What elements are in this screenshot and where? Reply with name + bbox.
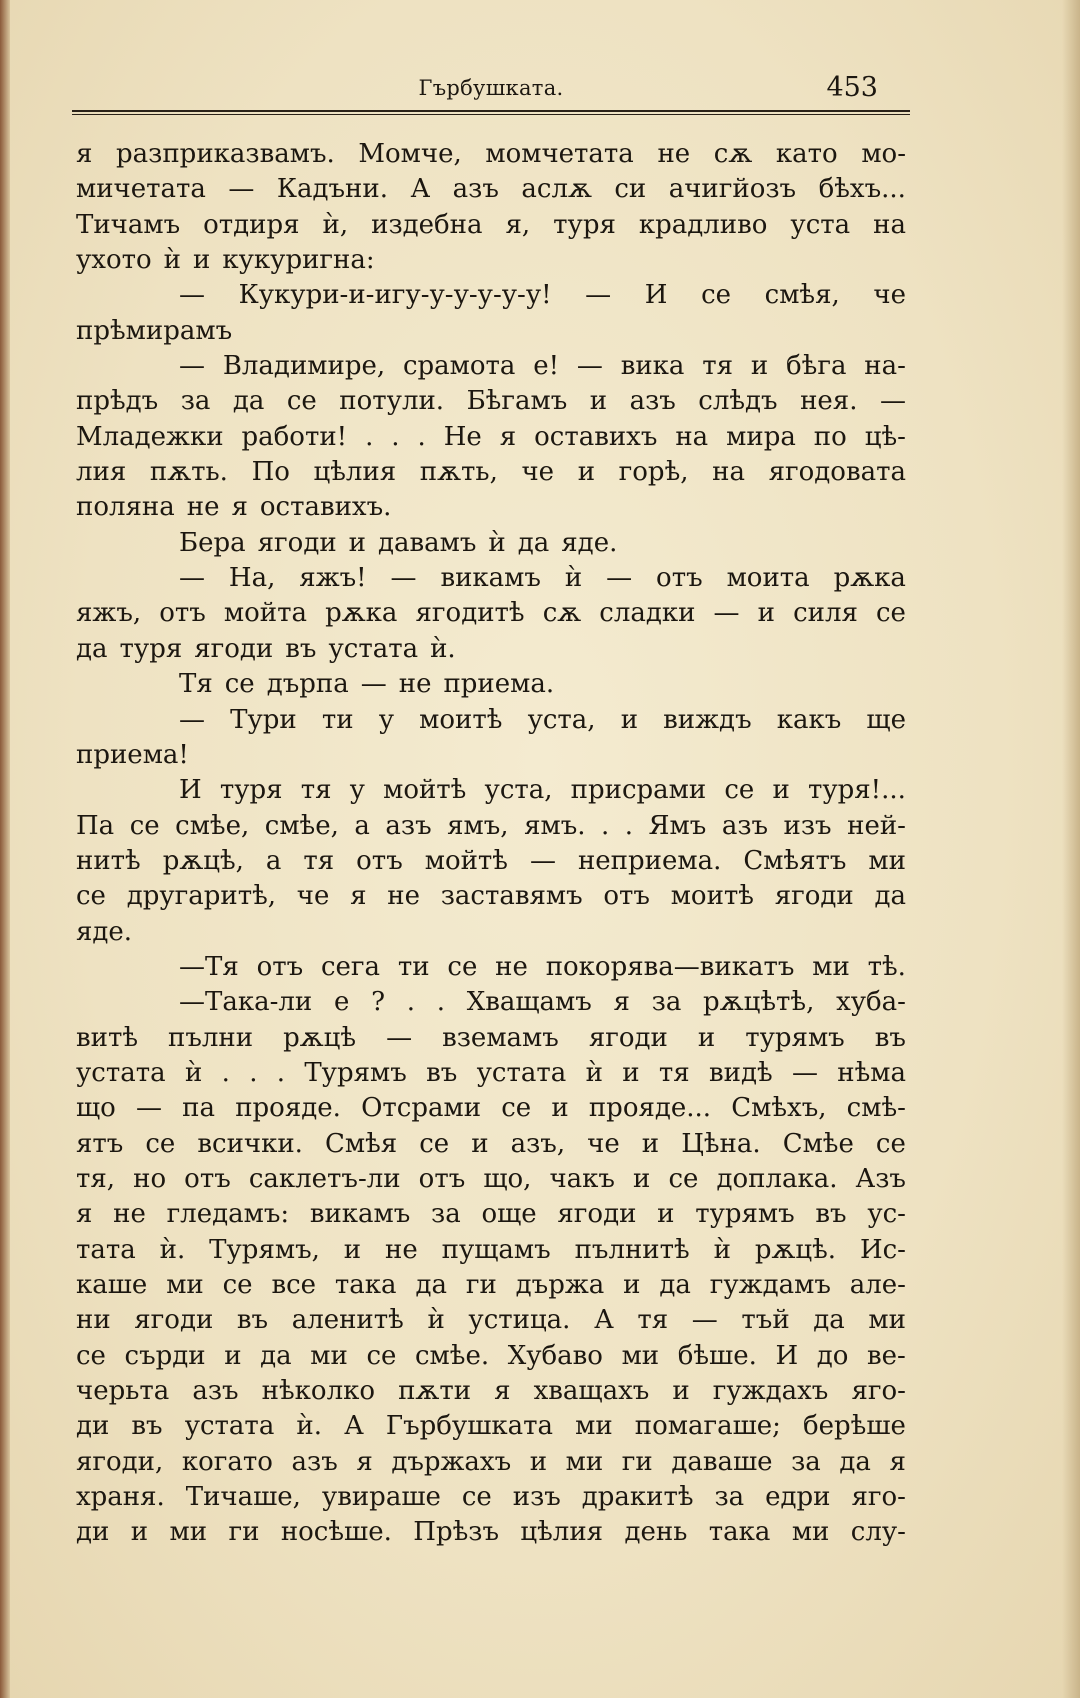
text-line: прѣмирамъ [76,315,233,346]
text-line: тата ѝ. Турямъ, и не пущамъ пълнитѣ ѝ рѫцѣ. Ис- [76,1234,906,1265]
text-line: яжъ, отъ мойта рѫка ягодитѣ сѫ сладки — и силя се [76,598,906,629]
page-header [72,70,910,110]
text-line: — На, яжъ! — викамъ ѝ — отъ моита рѫка [179,563,906,594]
text-line: ягоди, когато азъ я държахъ и ми ги даваше за да я [76,1446,906,1477]
text-line: И туря тя у мойтѣ уста, присрами се и туря!... [179,775,906,806]
text-line: яде. [76,916,133,947]
text-line: устата ѝ . . . Турямъ въ устата ѝ и тя видѣ — нѣма [76,1057,906,1088]
text-line: ни ягоди въ аленитѣ ѝ устица. А тя — тъй да ми [76,1305,906,1336]
text-line: черьта азъ нѣколко пѫти я хващахъ и гуждахъ яго- [76,1376,906,1407]
text-line: — Кукури-и-игу-у-у-у-у-у! — И се смѣя, че [179,280,906,311]
text-line: —Така-ли е ? . . Хващамъ я за рѫцѣтѣ, хуба- [179,987,906,1018]
text-line: ди и ми ги носѣше. Прѣзъ цѣлия день така ми слу- [76,1517,906,1548]
running-title: Гърбушката. [418,76,564,100]
text-line: прѣдъ за да се потули. Бѣгамъ и азъ слѣдъ нея. — [76,386,906,417]
text-line: Тичамъ отдиря ѝ, издебна я, туря крадливо уста на [76,209,906,240]
text-line: приема! [76,739,189,770]
text-line: да туря ягоди въ устата ѝ. [76,633,456,664]
text-line: поляна не я оставихъ. [76,492,392,523]
text-line: ди въ устата ѝ. А Гърбушката ми помагаше; берѣше [76,1411,906,1442]
text-line: Бера ягоди и давамъ ѝ да яде. [179,527,618,558]
text-line: ухото ѝ и кукуригна: [76,245,375,276]
text-line: Па се смѣе, смѣе, а азъ ямъ, ямъ. . . Ямъ азъ изъ ней- [76,810,906,841]
body-text [76,137,906,1551]
text-line: — Владимире, срамота е! — вика тя и бѣга на- [179,351,906,382]
text-line: нитѣ рѫцѣ, а тя отъ мойтѣ — неприема. Смѣятъ ми [76,845,906,876]
text-line: се другаритѣ, че я не заставямъ отъ моитѣ ягоди да [76,881,906,912]
text-line: витѣ пълни рѫцѣ — вземамъ ягоди и турямъ въ [76,1022,906,1053]
text-line: — Тури ти у моитѣ уста, и виждъ какъ ще [179,704,906,735]
text-line: Тя се дърпа — не приема. [179,669,555,700]
header-rule [72,110,910,115]
text-line: я разприказвамъ. Момче, момчетата не сѫ като мо- [76,139,906,169]
text-line: се сърди и да ми се смѣе. Хубаво ми бѣше. И до ве- [76,1340,906,1371]
text-line: мичетата — Кадъни. А азъ аслѫ си ачигйозъ бѣхъ... [76,174,906,205]
text-line: Младежки работи! . . . Не я оставихъ на мира по цѣ- [76,421,906,452]
text-line: лия пѫть. По цѣлия пѫть, че и горѣ, на ягодовата [76,457,906,488]
text-line: храня. Тичаше, увираше се изъ дракитѣ за едри яго- [76,1482,906,1513]
text-line: каше ми се все така да ги държа и да гуждамъ але- [76,1270,906,1300]
page-number: 453 [826,72,878,103]
text-line: тя, но отъ саклетъ-ли отъ що, чакъ и се доплака. Азъ [76,1163,906,1194]
text-line: що — па прояде. Отсрами се и прояде... Смѣхъ, смѣ- [76,1093,906,1124]
text-line: —Тя отъ сега ти се не покорява—викатъ ми тѣ. [179,951,906,982]
text-line: я не гледамъ: викамъ за още ягоди и турямъ въ ус- [76,1199,906,1230]
text-line: ятъ се всички. Смѣя се и азъ, че и Цѣна. Смѣе се [76,1128,906,1159]
